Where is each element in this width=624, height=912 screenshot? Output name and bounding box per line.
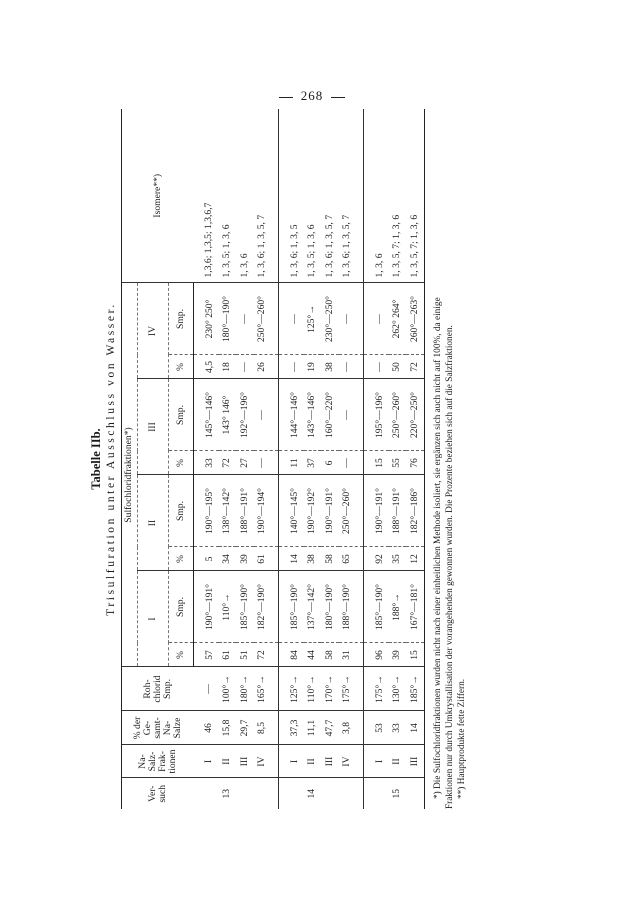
header-fraktion: Na- Salz- Frak- tionen	[122, 745, 194, 778]
cell-pct-4: 50	[389, 355, 407, 379]
cell-pct-2: 92	[364, 547, 389, 571]
header-frac-III: III	[138, 379, 169, 475]
cell-smp-4: —	[236, 283, 254, 355]
cell-smp-2: 250°—260°	[339, 475, 364, 547]
header-pct-2: %	[169, 547, 194, 571]
cell-smp-3: 195°—196°	[364, 379, 389, 451]
cell-versuch	[321, 778, 339, 809]
table-row	[339, 109, 364, 809]
cell-smp-1: 185°—190°	[236, 571, 254, 643]
cell-smp-3: 143° 146°	[219, 379, 237, 451]
cell-pct-1: 51	[236, 643, 254, 667]
cell-smp-2: 190°—191°	[321, 475, 339, 547]
cell-pct-4: 4,5	[194, 355, 219, 379]
cell-percent: 47,7	[321, 711, 339, 745]
cell-pct-3: 15	[364, 451, 389, 475]
cell-smp-2: 140°—145°	[279, 475, 304, 547]
cell-smp-1: 167°—181°	[406, 571, 424, 643]
header-pct-1: %	[169, 643, 194, 667]
cell-smp-3: 160°—220°	[321, 379, 339, 451]
cell-smp-4: 260°—263°	[406, 283, 424, 355]
cell-pct-2: 39	[236, 547, 254, 571]
table-row	[194, 109, 219, 809]
cell-rohchlorid: 175°→	[339, 667, 364, 711]
page-number	[0, 88, 624, 104]
cell-fraktion: III	[406, 745, 424, 778]
cell-pct-2: 5	[194, 547, 219, 571]
header-pct-3: %	[169, 451, 194, 475]
cell-rohchlorid: 170°→	[321, 667, 339, 711]
cell-pct-2: 14	[279, 547, 304, 571]
cell-smp-1: 137°—142°	[304, 571, 322, 643]
cell-rohchlorid: 185°→	[406, 667, 424, 711]
table-title: Tabelle IIb.	[89, 428, 103, 490]
cell-pct-1: 61	[219, 643, 237, 667]
cell-pct-2: 65	[339, 547, 364, 571]
cell-versuch	[254, 778, 279, 809]
header-smp-1: Smp.	[169, 571, 194, 643]
cell-fraktion: II	[219, 745, 237, 778]
cell-smp-1: 110°→	[219, 571, 237, 643]
cell-isomere: 1, 3, 6; 1, 3, 5, 7	[321, 109, 339, 283]
cell-pct-2: 12	[406, 547, 424, 571]
cell-versuch	[194, 778, 219, 809]
cell-smp-2: 190°—194°	[254, 475, 279, 547]
cell-smp-1: 185°—190°	[364, 571, 389, 643]
cell-pct-3: 37	[304, 451, 322, 475]
cell-smp-2: 188°—191°	[236, 475, 254, 547]
cell-percent: 46	[194, 711, 219, 745]
cell-smp-2: 190°—191°	[364, 475, 389, 547]
cell-pct-4: —	[279, 355, 304, 379]
cell-pct-2: 35	[389, 547, 407, 571]
cell-isomere: 1, 3, 5; 1, 3, 6	[219, 109, 237, 283]
cell-pct-3: 72	[219, 451, 237, 475]
cell-pct-1: 39	[389, 643, 407, 667]
cell-pct-4: —	[364, 355, 389, 379]
table-row	[254, 109, 279, 809]
cell-smp-3: —	[254, 379, 279, 451]
cell-isomere: 1, 3, 6	[364, 109, 389, 283]
cell-smp-1: 182°—190°	[254, 571, 279, 643]
cell-smp-4: —	[339, 283, 364, 355]
cell-smp-4: 230°—250°	[321, 283, 339, 355]
cell-smp-2: 188°—191°	[389, 475, 407, 547]
table-row	[406, 109, 424, 809]
cell-smp-2: 190°—192°	[304, 475, 322, 547]
cell-smp-4: —	[279, 283, 304, 355]
page-number-text: 268	[300, 88, 324, 103]
cell-pct-2: 61	[254, 547, 279, 571]
cell-isomere: 1, 3, 6; 1, 3, 5, 7	[339, 109, 364, 283]
cell-percent: 3,8	[339, 711, 364, 745]
footnote-1-line-1: *) Die Sulfochloridfraktionen wurden nicht nach einer einheitlichen Methode isoliert, sie ergänzen sich auch nicht auf 100%, da einige	[432, 297, 443, 799]
cell-isomere: 1,3,6; 1,3,5; 1,3,6,7	[194, 109, 219, 283]
cell-versuch	[279, 778, 304, 809]
cell-pct-3: 55	[389, 451, 407, 475]
cell-pct-2: 58	[321, 547, 339, 571]
cell-pct-1: 15	[406, 643, 424, 667]
header-frac-II: II	[138, 475, 169, 571]
cell-rohchlorid: 175°→	[364, 667, 389, 711]
cell-pct-1: 31	[339, 643, 364, 667]
rotated-table-block	[88, 109, 483, 809]
table-row	[321, 109, 339, 809]
cell-smp-2: 138°—142°	[219, 475, 237, 547]
table-row	[279, 109, 304, 809]
cell-pct-1: 57	[194, 643, 219, 667]
cell-percent: 29,7	[236, 711, 254, 745]
cell-versuch	[339, 778, 364, 809]
cell-pct-1: 96	[364, 643, 389, 667]
cell-pct-3: 11	[279, 451, 304, 475]
cell-smp-4: 230° 250°	[194, 283, 219, 355]
cell-rohchlorid: 125°→	[279, 667, 304, 711]
cell-percent: 37,3	[279, 711, 304, 745]
cell-smp-4: 125°→	[304, 283, 322, 355]
header-isomere: Isomere**)	[122, 109, 194, 283]
header-pct-4: %	[169, 355, 194, 379]
cell-pct-3: 6	[321, 451, 339, 475]
table-row	[304, 109, 322, 809]
header-smp-3: Smp.	[169, 379, 194, 451]
cell-smp-4: 250°—260°	[254, 283, 279, 355]
cell-rohchlorid: 180°→	[236, 667, 254, 711]
cell-fraktion: IV	[254, 745, 279, 778]
cell-pct-3: 27	[236, 451, 254, 475]
header-percent: % der Ge- samt- Na- Salze	[122, 711, 194, 745]
cell-isomere: 1, 3, 5, 7; 1, 3, 6	[389, 109, 407, 283]
data-table	[121, 109, 425, 809]
cell-isomere: 1, 3, 5, 7; 1, 3, 6	[406, 109, 424, 283]
cell-smp-3: 220°—250°	[406, 379, 424, 451]
cell-rohchlorid: 110°→	[304, 667, 322, 711]
cell-smp-1: 188°→	[389, 571, 407, 643]
cell-rohchlorid: 130°→	[389, 667, 407, 711]
cell-pct-3: 33	[194, 451, 219, 475]
cell-pct-4: 18	[219, 355, 237, 379]
cell-isomere: 1, 3, 6; 1, 3, 5	[279, 109, 304, 283]
header-versuch: Ver- such	[122, 778, 194, 809]
cell-rohchlorid: 100°→	[219, 667, 237, 711]
cell-pct-1: 72	[254, 643, 279, 667]
cell-pct-4: —	[339, 355, 364, 379]
cell-percent: 33	[389, 711, 407, 745]
cell-versuch: 15	[391, 788, 403, 799]
dash-right	[331, 97, 345, 98]
table-row	[219, 109, 237, 809]
footnotes	[432, 109, 468, 809]
table-row	[389, 109, 407, 809]
header-smp-4: Smp.	[169, 283, 194, 355]
cell-versuch: 14	[306, 788, 318, 799]
cell-percent: 14	[406, 711, 424, 745]
cell-isomere: 1, 3, 6	[236, 109, 254, 283]
cell-smp-3: 250°—260°	[389, 379, 407, 451]
footnote-1-line-2: Fraktionen nur durch Umkrystallisation der vorangehenden gewonnen wurden. Die Prozente beziehen sich auf die Salzfraktionen.	[444, 325, 455, 809]
cell-smp-4: —	[364, 283, 389, 355]
cell-pct-4: —	[236, 355, 254, 379]
cell-pct-4: 26	[254, 355, 279, 379]
cell-fraktion: II	[389, 745, 407, 778]
cell-pct-1: 58	[321, 643, 339, 667]
cell-pct-2: 38	[304, 547, 322, 571]
header-smp-2: Smp.	[169, 475, 194, 547]
cell-pct-3: —	[254, 451, 279, 475]
cell-smp-3: 143°—146°	[304, 379, 322, 451]
cell-versuch: 13	[221, 788, 233, 799]
cell-smp-4: 262° 264°	[389, 283, 407, 355]
cell-pct-1: 84	[279, 643, 304, 667]
cell-smp-3: 145°—146°	[194, 379, 219, 451]
table-row	[364, 109, 389, 809]
header-rohchlorid: Roh- chlorid Smp.	[122, 667, 194, 711]
cell-smp-1: 188°—190°	[339, 571, 364, 643]
dash-left	[279, 97, 293, 98]
cell-fraktion: IV	[339, 745, 364, 778]
cell-smp-2: 182°—186°	[406, 475, 424, 547]
cell-fraktion: II	[304, 745, 322, 778]
cell-fraktion: I	[279, 745, 304, 778]
header-frac-IV: IV	[138, 283, 169, 379]
cell-pct-3: 76	[406, 451, 424, 475]
cell-pct-4: 38	[321, 355, 339, 379]
cell-smp-3: 144°—146°	[279, 379, 304, 451]
cell-smp-2: 190°—195°	[194, 475, 219, 547]
cell-smp-3: —	[339, 379, 364, 451]
header-group: Sulfochloridfraktionen*)	[122, 283, 138, 667]
cell-smp-1: 190°—191°	[194, 571, 219, 643]
table-row	[236, 109, 254, 809]
cell-isomere: 1, 3, 6; 1, 3, 5, 7	[254, 109, 279, 283]
cell-percent: 11,1	[304, 711, 322, 745]
cell-smp-1: 185°—190°	[279, 571, 304, 643]
header-frac-I: I	[138, 571, 169, 667]
cell-versuch	[406, 778, 424, 809]
table-body	[194, 109, 425, 809]
cell-pct-1: 44	[304, 643, 322, 667]
cell-fraktion: III	[321, 745, 339, 778]
cell-smp-1: 180°—190°	[321, 571, 339, 643]
footnote-2: **) Hauptprodukte fette Ziffern.	[456, 678, 467, 799]
cell-percent: 15,8	[219, 711, 237, 745]
cell-pct-2: 34	[219, 547, 237, 571]
cell-smp-3: 192°—196°	[236, 379, 254, 451]
table-subtitle: Trisulfuration unter Ausschluss von Wasser.	[105, 302, 117, 616]
cell-versuch	[236, 778, 254, 809]
cell-pct-4: 72	[406, 355, 424, 379]
cell-rohchlorid: —	[194, 667, 219, 711]
cell-pct-4: 19	[304, 355, 322, 379]
cell-versuch	[364, 778, 389, 809]
cell-rohchlorid: 165°→	[254, 667, 279, 711]
cell-fraktion: III	[236, 745, 254, 778]
cell-smp-4: 180°—190°	[219, 283, 237, 355]
cell-percent: 8,5	[254, 711, 279, 745]
cell-pct-3: —	[339, 451, 364, 475]
cell-fraktion: I	[364, 745, 389, 778]
cell-fraktion: I	[194, 745, 219, 778]
cell-isomere: 1, 3, 5; 1, 3, 6	[304, 109, 322, 283]
cell-percent: 53	[364, 711, 389, 745]
